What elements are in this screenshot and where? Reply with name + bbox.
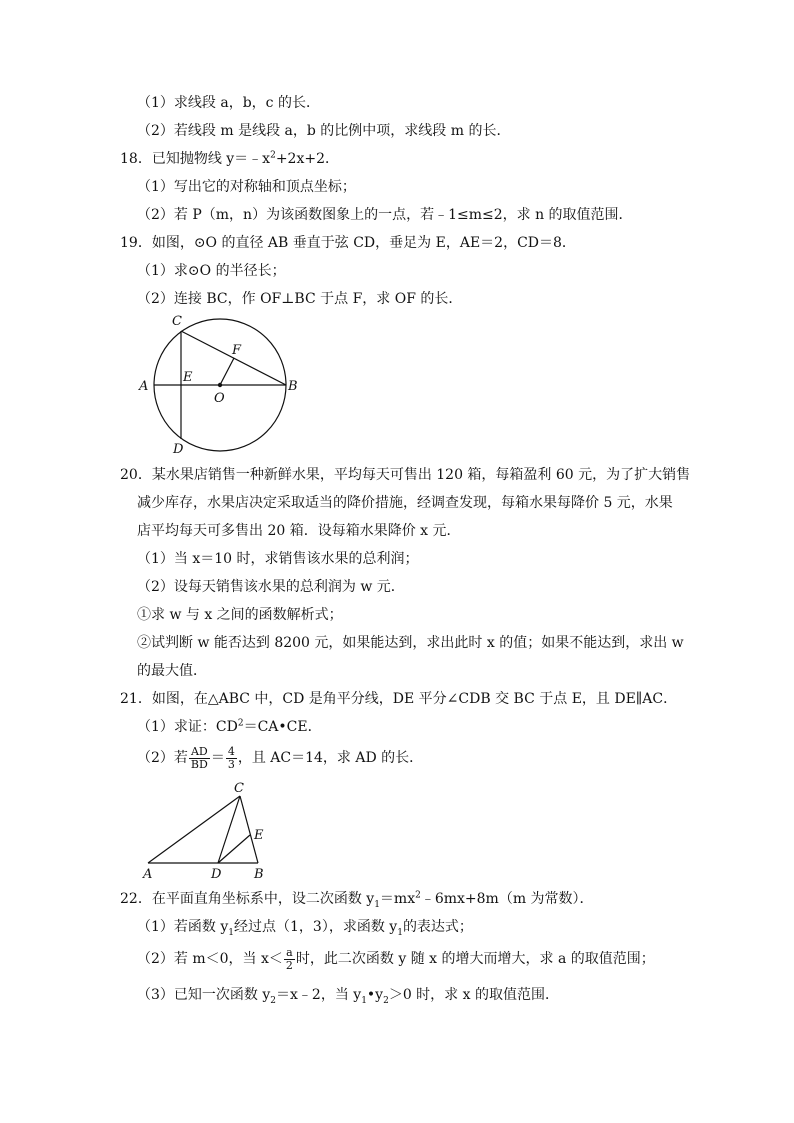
label-b: B (288, 379, 298, 394)
fraction-ad-bd: $\frac{AD}{BD}$ (190, 744, 208, 771)
fraction-a-2: $\frac{a}{2}$ (285, 945, 293, 972)
q17-part2: （2）若线段 m 是线段 a，b 的比例中项，求线段 m 的长． (137, 123, 511, 139)
center-point (218, 383, 222, 387)
q21-part1: （1）求证：$CD^2=CA•CE$． (137, 718, 322, 735)
label-e: E (183, 370, 193, 385)
side-ac (148, 796, 240, 863)
q20-stem-line1: 20．某水果店销售一种新鲜水果，平均每天可售出 120 箱，每箱盈利 60 元，为了扩大销售 (120, 467, 691, 483)
q19-part2: （2）连接 BC，作 OF⊥BC 于点 F，求 OF 的长． (137, 291, 463, 307)
q20-sub1: ①求 w 与 x 之间的函数解析式； (137, 607, 343, 623)
label-o: O (214, 391, 225, 406)
q20-part1: （1）当 x＝10 时，求销售该水果的总利润； (137, 551, 419, 567)
q18-stem: 18．已知抛物线 $y=﹣x^2+2x+2$． (120, 150, 339, 167)
label-d: D (211, 867, 222, 880)
q22-part1: （1）若函数 $y_1$经过点（1，3），求函数 $y_1$的表达式； (137, 919, 473, 938)
q22-part3: （3）已知一次函数 $y_2=x﹣2$，当 $y_1•y_2>0$ 时，求 x 的取值范围． (137, 987, 559, 1006)
label-d: D (173, 442, 184, 457)
label-b: B (254, 867, 264, 880)
label-e: E (254, 828, 264, 843)
q18-part1: （1）写出它的对称轴和顶点坐标； (137, 179, 356, 195)
label-a: A (143, 867, 153, 880)
q19-part1: （1）求⊙O 的半径长； (137, 263, 286, 279)
q20-sub2-cont: 的最大值． (137, 663, 207, 679)
q22-part2: （2）若 m＜0，当 x＜ $\frac{a}{2}$ 时，此二次函数 y 随 x 的增大而增大，求 a 的取值范围； (137, 945, 655, 972)
label-c: C (234, 781, 244, 796)
label-f: F (232, 343, 242, 358)
label-c: C (172, 314, 182, 329)
q22-stem: 22．在平面直角坐标系中，设二次函数 $y_1=mx^2﹣6mx+8m(m$ 为常数）． (120, 890, 594, 910)
q19-circle-figure (130, 308, 310, 458)
q21-part2: （2）若 $\frac{AD}{BD}$ ＝ $\frac{4}{3}$ ，且 AC＝14，求 AD 的长． (137, 744, 424, 771)
fraction-4-3: $\frac{4}{3}$ (227, 744, 235, 771)
q18-part2: （2）若 P（m，n）为该函数图象上的一点，若﹣1≤m≤2，求 n 的取值范围． (137, 207, 633, 223)
q19-stem: 19．如图，⊙O 的直径 AB 垂直于弦 CD，垂足为 E，AE＝2，CD＝8． (120, 235, 576, 251)
q20-part2: （2）设每天销售该水果的总利润为 w 元． (137, 579, 405, 595)
segment-of (220, 358, 234, 385)
q20-sub2: ②试判断 w 能否达到 8200 元，如果能达到，求出此时 x 的值；如果不能达到，求出 w (137, 635, 684, 651)
q17-part1: （1）求线段 a，b，c 的长． (137, 95, 320, 111)
label-a: A (139, 379, 149, 394)
q20-stem-line2: 减少库存，水果店决定采取适当的降价措施，经调查发现，每箱水果每降价 5 元，水果 (137, 495, 673, 511)
q21-triangle-figure (140, 780, 280, 880)
q20-stem-line3: 店平均每天可多售出 20 箱．设每箱水果降价 x 元． (137, 523, 461, 539)
q21-stem: 21．如图，在△ABC 中，CD 是角平分线，DE 平分∠CDB 交 BC 于点 E，且 DE∥AC． (120, 691, 678, 707)
